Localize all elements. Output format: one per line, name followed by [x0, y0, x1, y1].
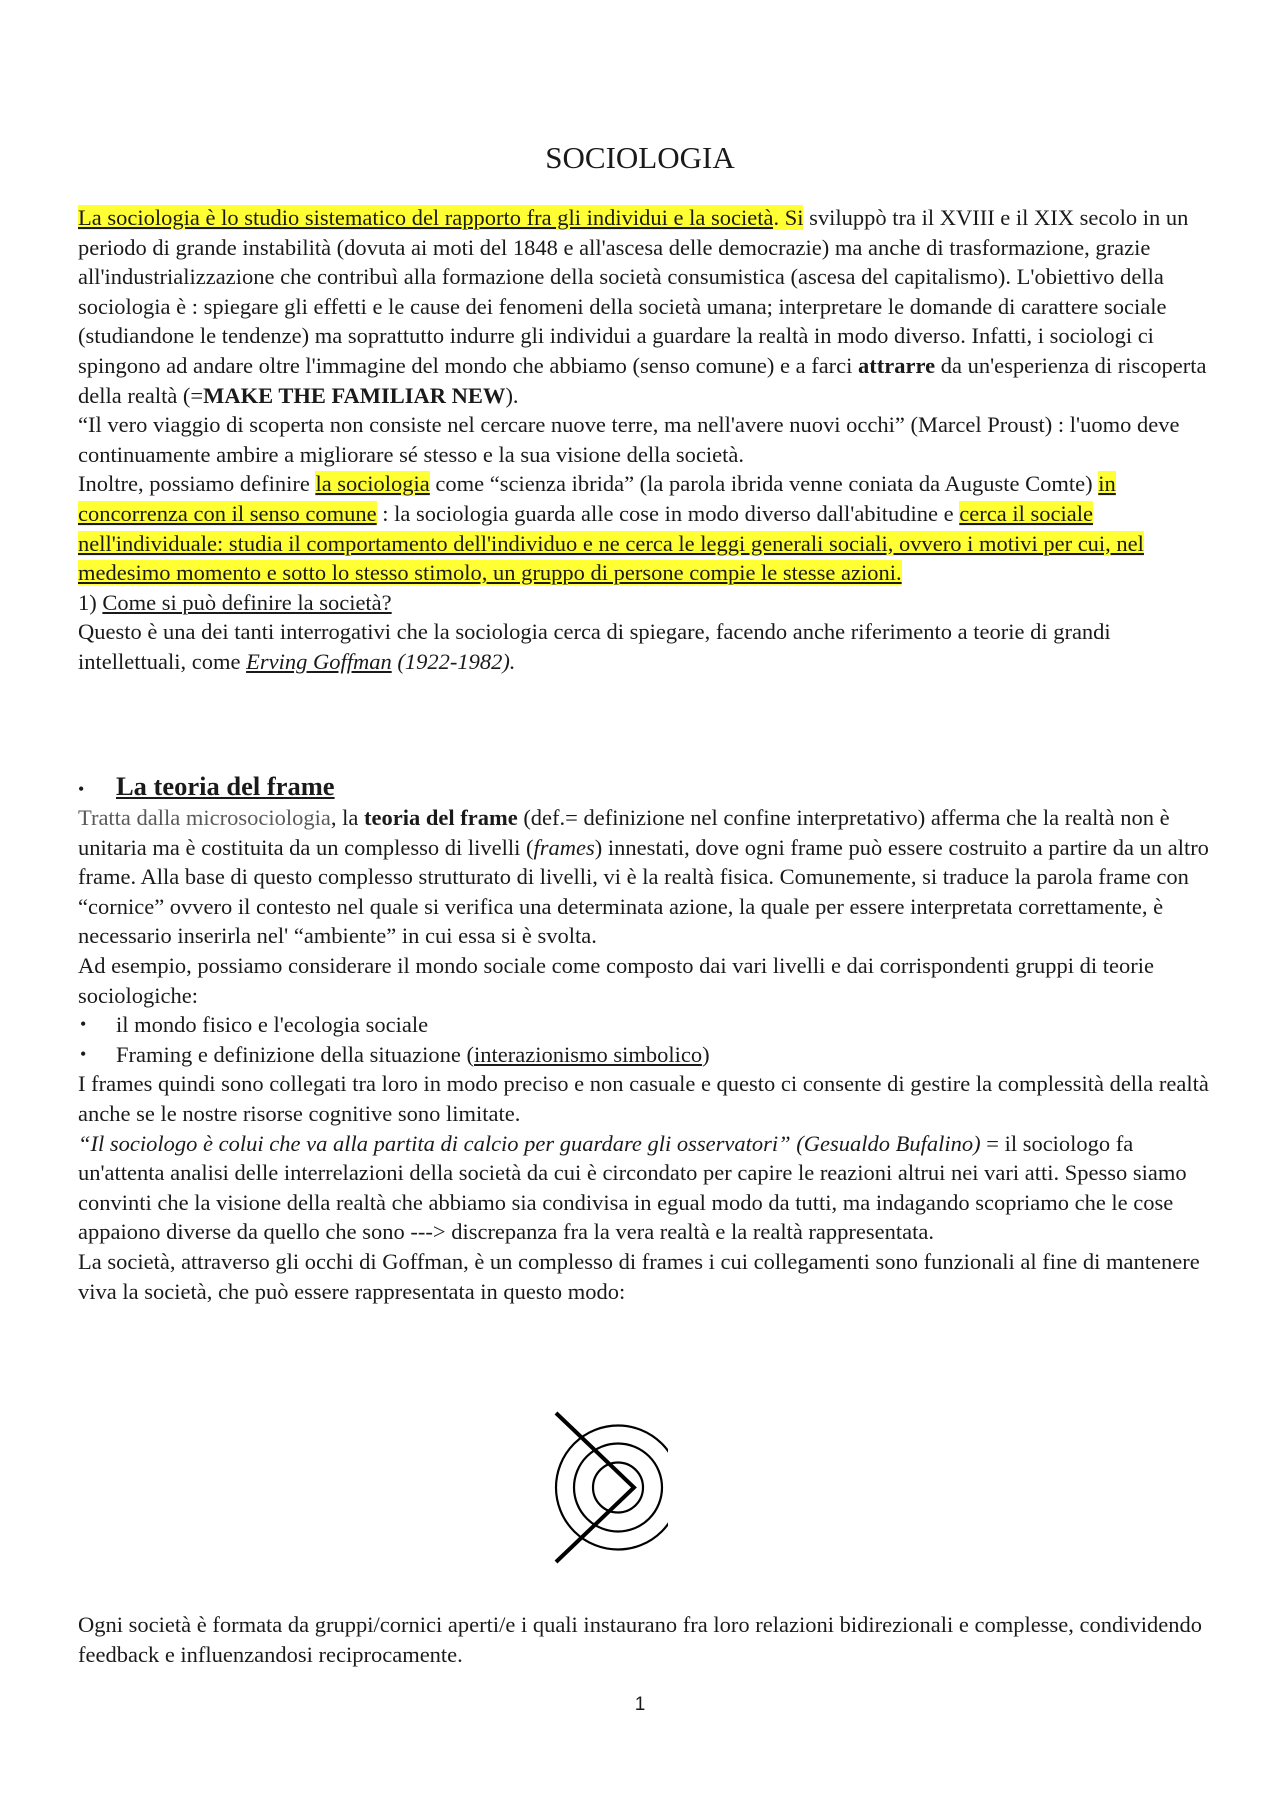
definition-dot: . — [773, 205, 780, 230]
list-item — [78, 1040, 1210, 1070]
goffman-name: Erving Goffman — [246, 648, 392, 674]
page-number: 1 — [634, 1694, 646, 1715]
ibrida-highlight-1: la sociologia — [315, 471, 430, 497]
list-bullet: • — [80, 1043, 87, 1064]
question-number: 1) — [78, 589, 103, 615]
list-item-2a: Framing e definizione della situazione ( — [116, 1041, 475, 1067]
final-paragraph: Ogni società è formata da gruppi/cornici aperti/e i quali instaurano fra loro relazioni bidirezionali e complesse, condividendo feedback e influenzandosi reciprocamente. — [78, 1612, 1202, 1667]
goffman-years: (1922-1982). — [391, 648, 516, 674]
si-highlight: Si — [779, 205, 804, 230]
ibrida-text-b: come “scienza ibrida” (la parola ibrida venne coniata da Auguste Comte) — [429, 471, 1099, 497]
ibrida-text-a: Inoltre, possiamo definire — [78, 471, 316, 497]
question-text: Come si può definire la società? — [102, 589, 392, 615]
attrarre-bold: attrarre — [858, 352, 936, 378]
definition-highlight: La sociologia è lo studio sistematico del rapporto fra gli individui e la società — [78, 205, 774, 230]
frame-text-a: (def.= definizione nel confine interpretativo) afferma che la realtà non è unitaria ma è costituita da un complesso di livelli ( — [78, 805, 1170, 860]
frame-section — [78, 803, 1210, 1306]
frames-italic: frames — [533, 834, 595, 860]
intro-text: sviluppò tra il XVIII e il XIX secolo in un periodo di grande instabilità (dovuta ai moti del 1848 e all'ascesa delle democrazie) ma anche di trasformazione, grazie all'industrializzazione che contribuì alla formazione della società consumistica (ascesa del capitalismo). L'obiettivo della sociologia è : spiegare gli effetti e le cause dei fenomeni della società umana; interpretare le domande di carattere sociale (studiandone le tendenze) ma soprattutto indurre gli individui a guardare la realtà in modo diverso. Infatti, i sociologi ci spingono ad andare oltre l'immagine del mondo che abbiamo (senso comune) e a farci — [78, 205, 1189, 378]
question-line — [78, 588, 1210, 618]
frame-paragraph — [78, 803, 1210, 951]
frame-comma: , la — [330, 805, 364, 830]
question-answer — [78, 617, 1210, 676]
frame-theory-bold: teoria del frame — [364, 805, 518, 830]
example-paragraph: Ad esempio, possiamo considerare il mondo sociale come composto dai vari livelli e dai corrispondenti gruppi di teorie sociologiche: — [78, 952, 1154, 1008]
answer-text: Questo è una dei tanti interrogativi che la sociologia cerca di spiegare, facendo anche riferimento a teorie di grandi intellettuali, come — [78, 619, 1111, 674]
interazionismo-link: interazionismo simbolico — [474, 1041, 703, 1067]
list-item-1: il mondo fisico e l'ecologia sociale — [116, 1012, 429, 1038]
ibrida-highlight-2: in concorrenza con il senso comune — [78, 471, 1116, 526]
bufalino-paragraph — [78, 1129, 1210, 1247]
ibrida-highlight-3: cerca il sociale nell'individuale: studia il comportamento dell'individuo e ne cerca le leggi generali sociali, ovvero i motivi per cui, nel medesimo momento e sotto lo stesso stimolo, un gruppo di persone compie le stesse azioni. — [78, 500, 1144, 586]
proust-quote: “Il vero viaggio di scoperta non consiste nel cercare nuove terre, ma nell'avere nuovi occhi” (Marcel Proust) : l'uomo deve continuamente ambire a migliorare sé stesso e la sua visione della società. — [78, 412, 1180, 467]
intro-section — [78, 203, 1210, 677]
arrow-chevron — [556, 1413, 634, 1562]
intro-paragraph — [78, 203, 1210, 410]
list-item — [78, 1010, 1210, 1040]
frame-text-b: ) innestati, dove ogni frame può essere costruito a partire da un altro frame. Alla base di questo complesso strutturato di livelli, vi è la realtà fisica. Comunemente, si traduce la parola frame con “cornice” ovvero il contesto nel quale si verifica una determinata azione, la quale per essere interpretata correttamente, è necessario inserirla nel' “ambiente” in cui essa si è svolta. — [78, 834, 1209, 949]
make-familiar-new: MAKE THE FAMILIAR NEW — [203, 382, 506, 408]
bufalino-quote: “Il sociologo è colui che va alla partita di calcio per guardare gli osservatori” (Gesualdo Bufalino) — [78, 1130, 981, 1156]
goffman-paragraph: La società, attraverso gli occhi di Goffman, è un complesso di frames i cui collegamenti sono funzionali al fine di mantenere viva la società, che può essere rappresentata in questo modo: — [78, 1248, 1200, 1304]
section-heading — [78, 770, 1210, 805]
ibrida-paragraph — [78, 469, 1210, 587]
microsociologia-text: Tratta dalla microsociologia — [78, 805, 331, 830]
list-item-2b: ) — [702, 1041, 710, 1067]
frame-circle-middle — [574, 1444, 662, 1532]
list-bullet: • — [80, 1014, 87, 1035]
final-section — [78, 1610, 1210, 1669]
intro-close: ). — [505, 382, 519, 408]
intro-text-2: da un'esperienza di riscoperta della realtà (= — [78, 352, 1207, 408]
page-title: SOCIOLOGIA — [545, 140, 735, 175]
bufalino-rest: = il sociologo fa un'attenta analisi delle interrelazioni della società da cui è circondato per capire le reazioni altrui nei vari atti. Spesso siamo convinti che la visione della realtà che abbiamo sia condivisa in egual modo da tutti, ma indagando scopriamo che le cose appaiono diverse da quello che sono ---> discrepanza fra la vera realtà e la realtà rappresentata. — [78, 1130, 1187, 1245]
frames-paragraph: I frames quindi sono collegati tra loro in modo preciso e non casuale e questo ci consente di gestire la complessità della realtà anche se le nostre risorse cognitive sono limitate. — [78, 1071, 1209, 1126]
concentric-frames-diagram — [548, 1405, 668, 1570]
heading-text: La teoria del frame — [116, 771, 335, 801]
ibrida-text-c: : la sociologia guarda alle cose in modo diverso dall'abitudine e — [376, 500, 960, 526]
heading-bullet: • — [78, 778, 85, 799]
